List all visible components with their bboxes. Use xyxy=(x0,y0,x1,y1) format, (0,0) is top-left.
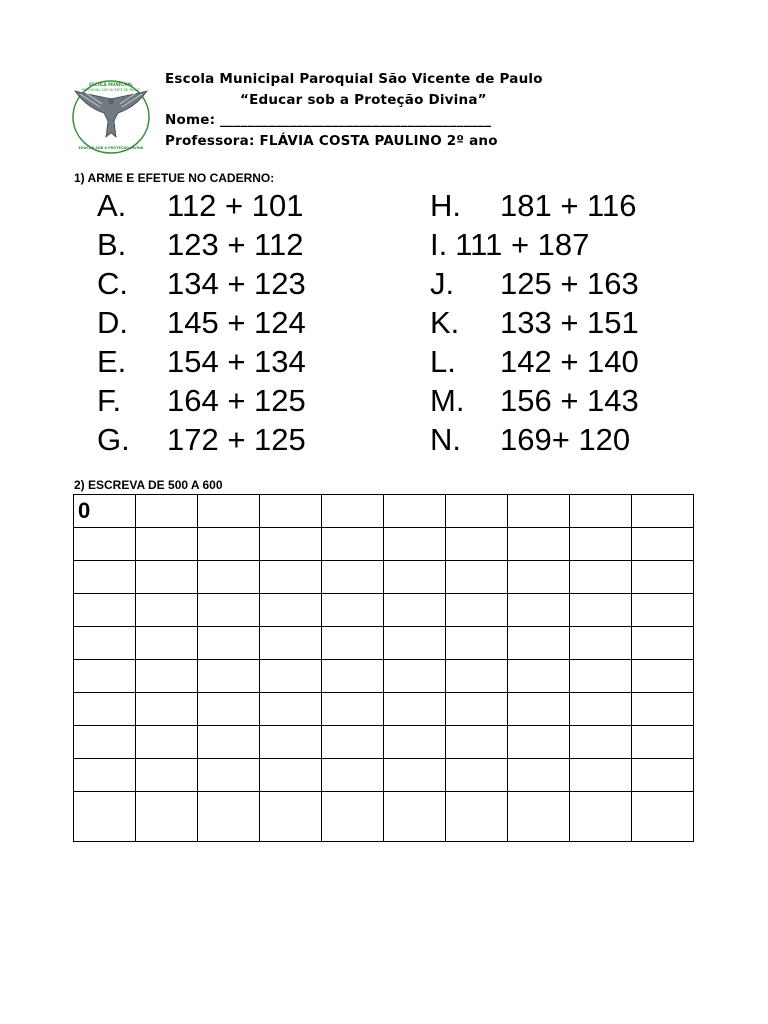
exercise-expression: 133 + 151 xyxy=(500,305,639,340)
grid-cell[interactable] xyxy=(136,726,198,759)
grid-cell[interactable] xyxy=(198,660,260,693)
grid-cell[interactable] xyxy=(570,627,632,660)
exercise-letter: L. xyxy=(430,344,456,379)
exercise-letter: H. xyxy=(430,188,461,223)
exercise-m xyxy=(430,381,639,420)
grid-cell[interactable] xyxy=(198,792,260,842)
grid-cell[interactable] xyxy=(384,792,446,842)
exercise-expression: 145 + 124 xyxy=(167,305,306,340)
exercise-expression: 134 + 123 xyxy=(167,266,306,301)
exercise-letter: C. xyxy=(97,266,128,301)
grid-cell[interactable] xyxy=(260,627,322,660)
grid-row xyxy=(74,594,694,627)
grid-row xyxy=(74,693,694,726)
grid-cell[interactable] xyxy=(570,759,632,792)
grid-cell[interactable] xyxy=(446,561,508,594)
grid-cell[interactable] xyxy=(74,792,136,842)
grid-row xyxy=(74,627,694,660)
grid-cell[interactable] xyxy=(74,660,136,693)
grid-cell[interactable] xyxy=(198,495,260,528)
grid-cell[interactable] xyxy=(570,726,632,759)
grid-row xyxy=(74,726,694,759)
exercise-j xyxy=(430,264,639,303)
grid-cell[interactable] xyxy=(260,693,322,726)
grid-cell[interactable] xyxy=(632,495,694,528)
svg-text:EDUCAR SOB A PROTEÇÃO DIVINA: EDUCAR SOB A PROTEÇÃO DIVINA xyxy=(78,146,144,150)
exercise-expression: 181 + 116 xyxy=(500,188,637,223)
grid-cell[interactable] xyxy=(384,726,446,759)
grid-cell[interactable] xyxy=(136,594,198,627)
grid-cell[interactable] xyxy=(136,792,198,842)
grid-cell[interactable] xyxy=(632,792,694,842)
grid-cell[interactable] xyxy=(384,627,446,660)
grid-cell[interactable] xyxy=(632,660,694,693)
grid-cell[interactable] xyxy=(446,759,508,792)
grid-cell[interactable] xyxy=(508,792,570,842)
grid-cell[interactable] xyxy=(136,561,198,594)
grid-row xyxy=(74,495,694,528)
exercise-letter: M. xyxy=(430,383,465,418)
exercise-k xyxy=(430,303,639,342)
grid-cell[interactable] xyxy=(632,561,694,594)
grid-cell[interactable] xyxy=(260,759,322,792)
exercise-expression: 123 + 112 xyxy=(167,227,304,262)
exercise-g xyxy=(97,420,306,459)
grid-cell[interactable] xyxy=(508,693,570,726)
grid-cell[interactable] xyxy=(508,660,570,693)
grid-cell[interactable] xyxy=(322,759,384,792)
grid-cell[interactable] xyxy=(74,528,136,561)
exercise-expression: 142 + 140 xyxy=(500,344,639,379)
exercise-d xyxy=(97,303,306,342)
grid-row xyxy=(74,528,694,561)
school-name: Escola Municipal Paroquial São Vicente de Paulo xyxy=(165,71,543,87)
grid-cell[interactable] xyxy=(570,561,632,594)
grid-cell[interactable] xyxy=(632,528,694,561)
exercise-expression: 154 + 134 xyxy=(167,344,306,379)
grid-cell[interactable] xyxy=(446,792,508,842)
question-1-title: 1) ARME E EFETUE NO CADERNO: xyxy=(74,171,275,185)
grid-cell[interactable] xyxy=(632,594,694,627)
grid-cell[interactable] xyxy=(508,726,570,759)
grid-cell[interactable] xyxy=(260,726,322,759)
grid-cell[interactable] xyxy=(322,792,384,842)
grid-cell[interactable] xyxy=(322,495,384,528)
exercise-letter: F. xyxy=(97,383,122,418)
question-2-title: 2) ESCREVA DE 500 A 600 xyxy=(74,478,223,492)
grid-cell[interactable] xyxy=(136,759,198,792)
exercise-letter: I. xyxy=(430,227,448,262)
grid-cell[interactable] xyxy=(322,726,384,759)
grid-cell[interactable] xyxy=(198,693,260,726)
grid-cell[interactable] xyxy=(632,759,694,792)
exercise-expression: 156 + 143 xyxy=(500,383,639,418)
grid-cell[interactable] xyxy=(508,561,570,594)
grid-cell[interactable] xyxy=(446,495,508,528)
exercise-expression: 172 + 125 xyxy=(167,422,306,457)
exercise-letter: E. xyxy=(97,344,127,379)
grid-cell[interactable] xyxy=(136,495,198,528)
exercise-expression: 112 + 101 xyxy=(167,188,304,223)
grid-cell[interactable] xyxy=(384,693,446,726)
exercise-expression: 111 + 187 xyxy=(455,227,590,262)
grid-cell[interactable] xyxy=(446,660,508,693)
grid-cell[interactable] xyxy=(384,594,446,627)
grid-cell[interactable] xyxy=(74,561,136,594)
exercise-expression: 164 + 125 xyxy=(167,383,306,418)
grid-cell[interactable] xyxy=(384,660,446,693)
grid-cell[interactable] xyxy=(136,528,198,561)
grid-cell[interactable] xyxy=(260,528,322,561)
exercise-e xyxy=(97,342,306,381)
grid-row xyxy=(74,561,694,594)
grid-cell[interactable] xyxy=(446,627,508,660)
exercise-l xyxy=(430,342,639,381)
grid-cell[interactable] xyxy=(198,528,260,561)
exercise-letter: B. xyxy=(97,227,127,262)
exercise-h xyxy=(430,186,636,225)
grid-cell[interactable] xyxy=(508,528,570,561)
exercise-letter: A. xyxy=(97,188,127,223)
grid-cell[interactable] xyxy=(136,693,198,726)
grid-cell[interactable] xyxy=(322,627,384,660)
grid-row xyxy=(74,759,694,792)
grid-cell[interactable] xyxy=(508,495,570,528)
grid-cell[interactable] xyxy=(570,693,632,726)
grid-cell[interactable] xyxy=(74,594,136,627)
grid-cell[interactable] xyxy=(198,759,260,792)
grid-cell[interactable] xyxy=(570,792,632,842)
grid-cell[interactable] xyxy=(74,627,136,660)
grid-cell[interactable] xyxy=(384,759,446,792)
exercise-a xyxy=(97,186,303,225)
grid-cell[interactable] xyxy=(260,495,322,528)
grid-cell[interactable] xyxy=(136,660,198,693)
svg-text:ESCOLA MUNICIPAL: ESCOLA MUNICIPAL xyxy=(89,82,133,87)
grid-cell[interactable] xyxy=(260,660,322,693)
grid-cell[interactable] xyxy=(570,594,632,627)
grid-cell[interactable] xyxy=(198,594,260,627)
exercise-letter: G. xyxy=(97,422,130,457)
grid-cell[interactable] xyxy=(74,726,136,759)
exercise-letter: N. xyxy=(430,422,461,457)
grid-cell[interactable] xyxy=(632,726,694,759)
grid-cell[interactable] xyxy=(508,627,570,660)
grid-cell[interactable] xyxy=(260,561,322,594)
grid-cell-first[interactable]: 0 xyxy=(74,495,136,528)
grid-cell[interactable] xyxy=(198,726,260,759)
grid-cell[interactable] xyxy=(198,561,260,594)
svg-text:PAROQUIAL SÃO VICENTE DE PAULO: PAROQUIAL SÃO VICENTE DE PAULO xyxy=(82,88,140,92)
grid-cell[interactable] xyxy=(446,594,508,627)
grid-cell[interactable] xyxy=(198,627,260,660)
name-field-label: Nome: _______________________________________ xyxy=(165,112,492,128)
grid-cell[interactable] xyxy=(384,495,446,528)
school-motto: “Educar sob a Proteção Divina” xyxy=(240,92,487,108)
exercise-letter: D. xyxy=(97,305,128,340)
grid-cell[interactable] xyxy=(570,660,632,693)
grid-cell[interactable] xyxy=(322,660,384,693)
grid-cell[interactable] xyxy=(446,726,508,759)
grid-cell[interactable] xyxy=(508,594,570,627)
exercise-expression: 169+ 120 xyxy=(500,422,631,457)
grid-cell[interactable] xyxy=(632,693,694,726)
exercise-n xyxy=(430,420,630,459)
exercise-expression: 125 + 163 xyxy=(500,266,639,301)
exercise-letter: J. xyxy=(430,266,455,301)
grid-cell[interactable] xyxy=(446,693,508,726)
grid-cell[interactable] xyxy=(136,627,198,660)
grid-cell[interactable] xyxy=(384,528,446,561)
grid-cell[interactable] xyxy=(74,759,136,792)
grid-cell[interactable] xyxy=(384,561,446,594)
teacher-line: Professora: FLÁVIA COSTA PAULINO 2º ano xyxy=(165,133,498,149)
grid-cell[interactable] xyxy=(322,528,384,561)
grid-cell[interactable] xyxy=(322,693,384,726)
school-logo xyxy=(70,77,152,155)
grid-cell[interactable] xyxy=(446,528,508,561)
grid-cell[interactable] xyxy=(322,594,384,627)
grid-row xyxy=(74,660,694,693)
grid-cell[interactable] xyxy=(322,561,384,594)
grid-cell[interactable] xyxy=(260,792,322,842)
number-grid xyxy=(73,494,694,842)
grid-cell[interactable] xyxy=(570,528,632,561)
grid-cell[interactable] xyxy=(74,693,136,726)
grid-cell[interactable] xyxy=(508,759,570,792)
grid-cell[interactable] xyxy=(570,495,632,528)
exercise-i xyxy=(430,225,589,264)
exercise-c xyxy=(97,264,306,303)
grid-row xyxy=(74,792,694,842)
grid-cell[interactable] xyxy=(260,594,322,627)
exercise-f xyxy=(97,381,306,420)
exercise-letter: K. xyxy=(430,305,460,340)
grid-cell[interactable] xyxy=(632,627,694,660)
exercise-b xyxy=(97,225,303,264)
